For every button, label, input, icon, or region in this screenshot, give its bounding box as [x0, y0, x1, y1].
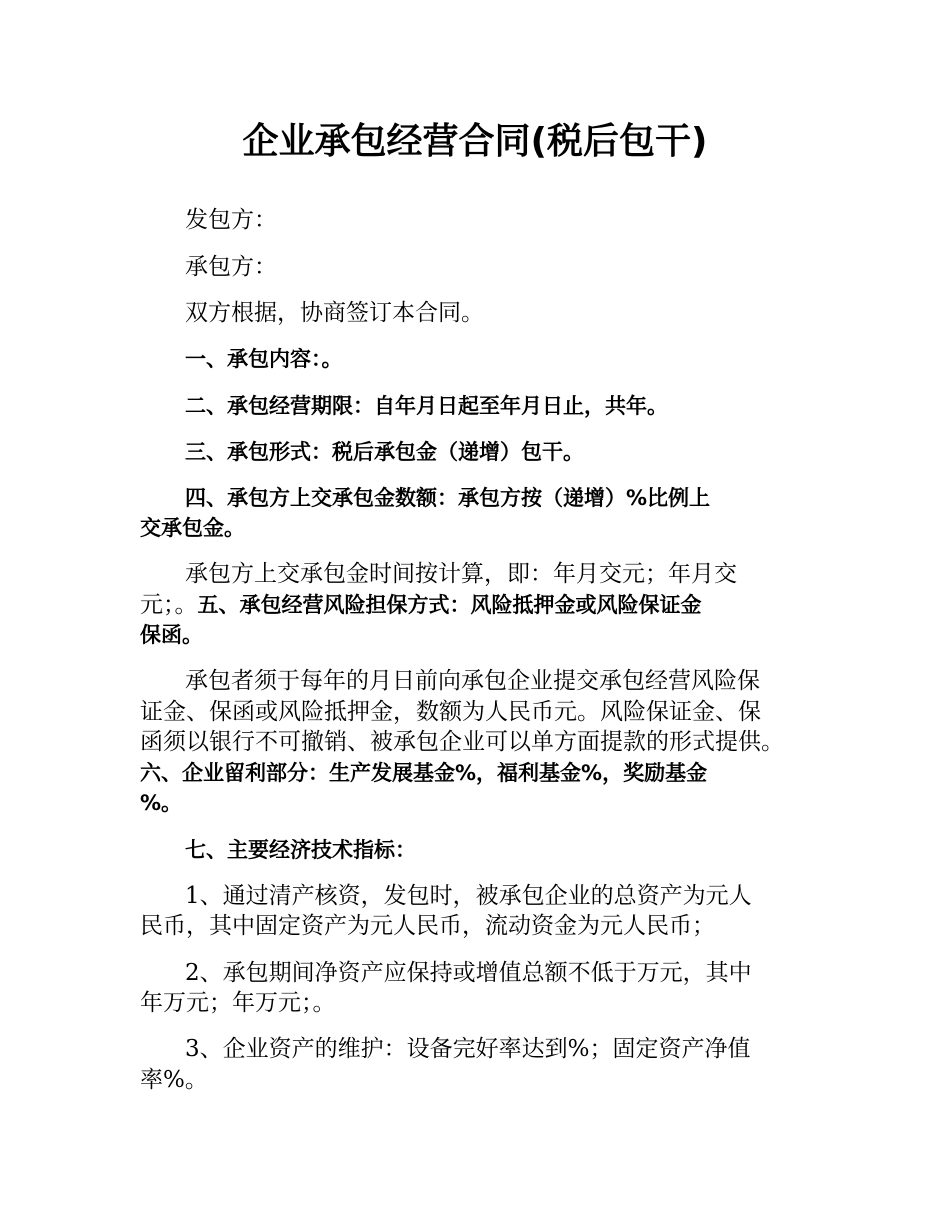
clause-6-heading-cont: [140, 788, 182, 818]
clause-4-heading-cont: [140, 513, 245, 543]
line-text: 承包方：: [185, 254, 277, 280]
clause-5-body: [185, 666, 760, 696]
line-text: 证金、保函或风险抵押金，数额为人民币元。风险保证金、保: [140, 699, 761, 725]
clause-5-body-cont: [140, 727, 784, 757]
line-text: 1、通过清产核资，发包时，被承包企业的总资产为元人: [185, 883, 752, 909]
line-bold-text: 交承包金。: [140, 516, 245, 540]
line-bold-text: 七、主要经济技术指标：: [185, 838, 416, 862]
clause-7-item-3: [185, 1034, 751, 1064]
clause-5-heading-cont: [140, 620, 203, 650]
clause-7-item-1-cont: [140, 911, 715, 941]
line-bold-text: 五、承包经营风险担保方式：风险抵押金或风险保证金: [197, 593, 702, 617]
line-bold-text: 二、承包经营期限：自年月日起至年月日止，共年。: [185, 394, 668, 418]
line-text: 发包方：: [185, 207, 277, 233]
clause-1-heading: [185, 344, 343, 374]
line-bold-text: 六、企业留利部分：生产发展基金%，福利基金%，奖励基金: [140, 761, 708, 785]
line-text: 年万元；年万元；。: [140, 990, 336, 1016]
line-bold-text: 三、承包形式：税后承包金（递增）包干。: [185, 440, 584, 464]
document-title: 企业承包经营合同(税后包干): [242, 121, 708, 162]
clause-7-item-3-cont: [140, 1065, 208, 1095]
line-text: 承包者须于每年的月日前向承包企业提交承包经营风险保: [185, 668, 760, 694]
party-b-line: [185, 252, 277, 282]
line-bold-text: 四、承包方上交承包金数额：承包方按（递增）%比例上: [185, 486, 711, 510]
line-text: 函须以银行不可撤销、被承包企业可以单方面提款的形式提供。: [140, 729, 784, 755]
line-text: 率%。: [140, 1067, 208, 1093]
line-bold-text: 一、承包内容：。: [185, 347, 343, 371]
line-text: 双方根据，协商签订本合同。: [185, 300, 484, 326]
line-text: 民币，其中固定资产为元人民币，流动资金为元人民币；: [140, 913, 715, 939]
clause-7-item-2-cont: [140, 988, 336, 1018]
line-bold-text: 保函。: [140, 623, 203, 647]
clause-7-heading: [185, 835, 416, 865]
clause-4-heading: [185, 483, 710, 513]
clause-2-heading: [185, 391, 668, 421]
clause-3-heading: [185, 437, 584, 467]
clause-6-heading: [140, 758, 707, 788]
party-a-line: [185, 205, 277, 235]
intro-line: [185, 298, 484, 328]
line-text: 承包方上交承包金时间按计算，即：年月交元；年月交: [185, 561, 737, 587]
clause-7-item-2: [185, 958, 752, 988]
line-bold-text: %。: [140, 791, 183, 815]
clause-4-body: [185, 559, 737, 589]
line-text: 元；。: [140, 592, 198, 618]
line-text: 2、承包期间净资产应保持或增值总额不低于万元，其中: [185, 960, 752, 986]
clause-5-heading: [140, 590, 702, 620]
clause-5-body-cont: [140, 697, 761, 727]
clause-7-item-1: [185, 881, 752, 911]
line-text: 3、企业资产的维护：设备完好率达到%；固定资产净值: [185, 1036, 751, 1062]
